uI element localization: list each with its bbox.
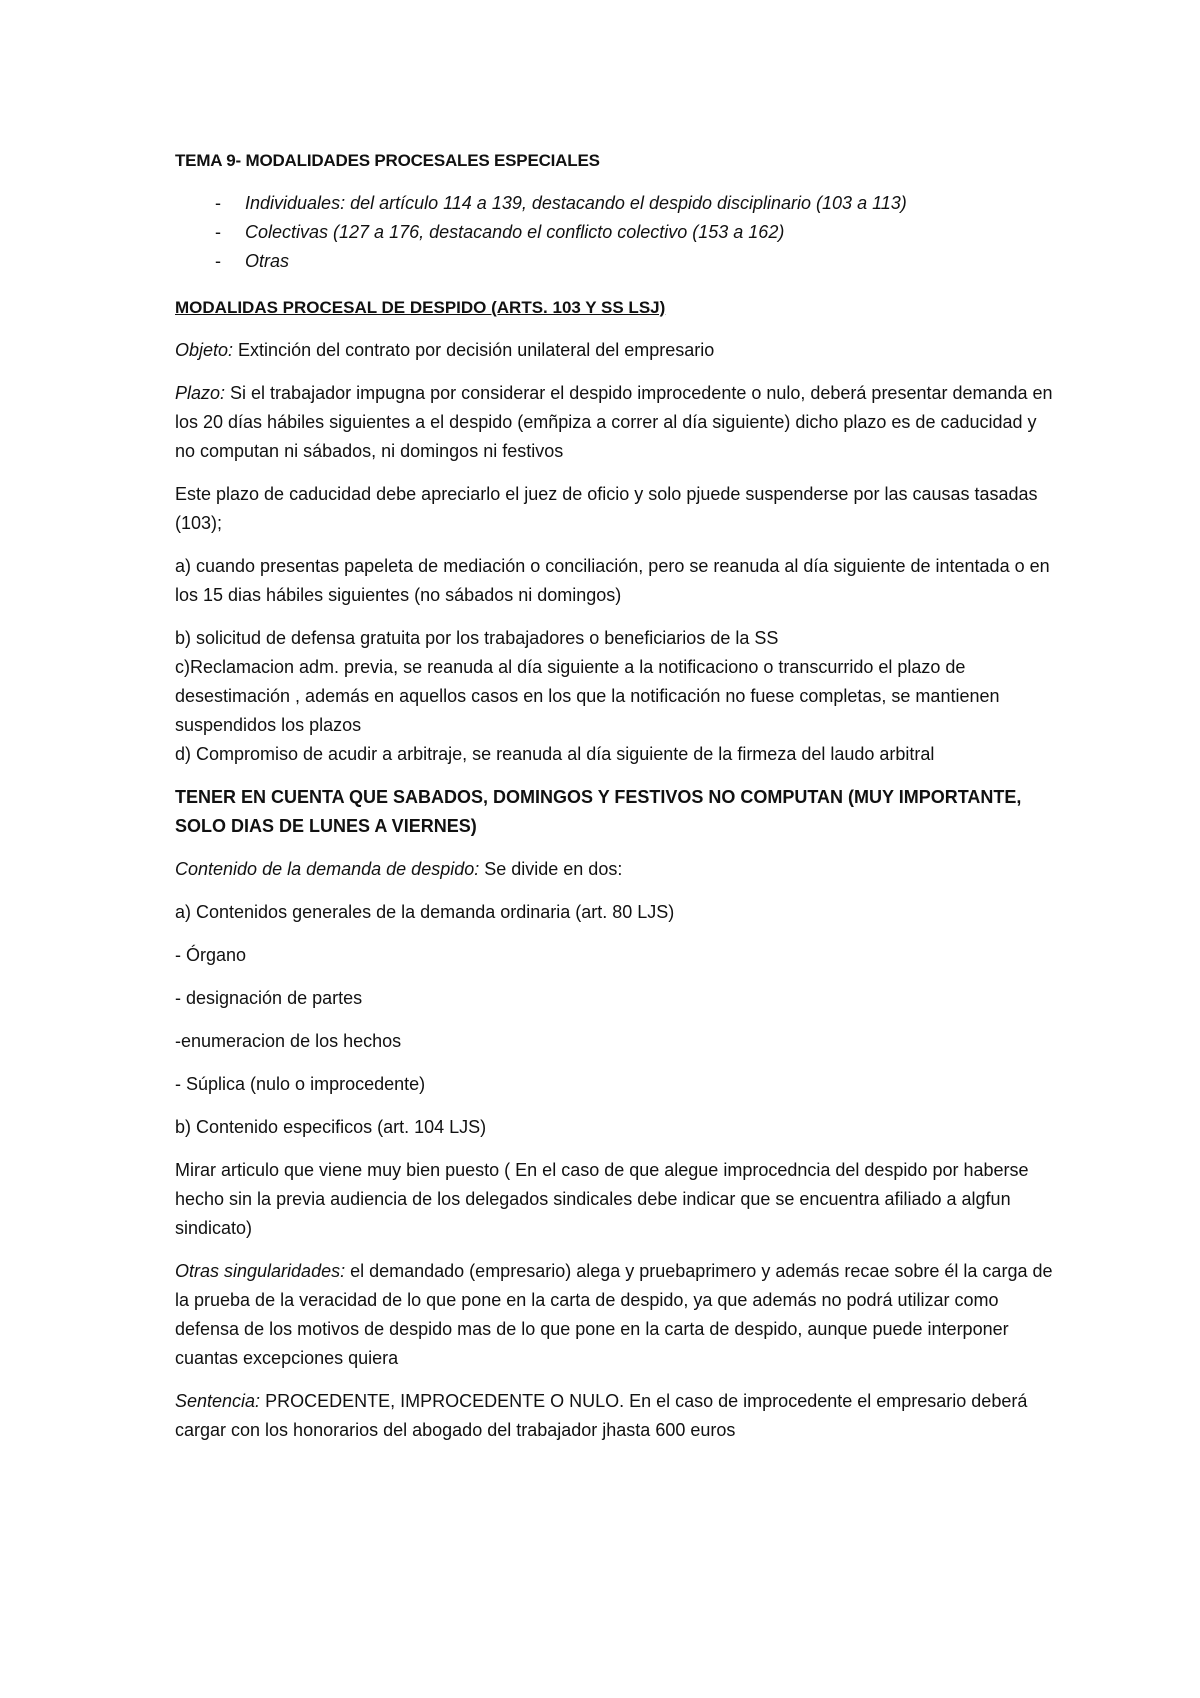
list-item: - designación de partes bbox=[175, 988, 363, 1008]
otras-text: el demandado (empresario) alega y pruebaprimero y además recae sobre él la carga de la prueba de la veracidad de lo que pone en la carta de despido, ya que además no podrá utilizar como defensa de los motivos de despido mas de lo que pone en la carta de despido, aunque puede interponer cuantas excepciones quiera bbox=[175, 1261, 1053, 1368]
list-item-text: Individuales: del artículo 114 a 139, destacando el despido disciplinario (103 a 113) bbox=[245, 193, 907, 213]
sentencia-text: PROCEDENTE, IMPROCEDENTE O NULO. En el caso de improcedente el empresario deberá cargar con los honorarios del abogado del trabajador jhasta 600 euros bbox=[175, 1391, 1028, 1440]
warning-paragraph: TENER EN CUENTA QUE SABADOS, DOMINGOS Y FESTIVOS NO COMPUTAN (MUY IMPORTANTE, SOLO DIAS DE LUNES A VIERNES) bbox=[175, 787, 1022, 836]
otras-label: Otras singularidades: bbox=[175, 1261, 346, 1281]
modalidades-list bbox=[175, 189, 1055, 276]
dash-marker: - bbox=[215, 222, 221, 242]
causa-c-paragraph: c)Reclamacion adm. previa, se reanuda al día siguiente a la notificaciono o transcurrido el plazo de desestimación , además en aquellos casos en los que la notificación no fuese completas, se mantienen suspendidos los plazos bbox=[175, 657, 1000, 735]
plazo-text: Si el trabajador impugna por considerar el despido improcedente o nulo, deberá presentar demanda en los 20 días hábiles siguientes a el despido (emñpiza a correr al día siguiente) dicho plazo es de caducidad y no computan ni sábados, ni domingos ni festivos bbox=[175, 383, 1053, 461]
list-item: - Súplica (nulo o improcedente) bbox=[175, 1074, 426, 1094]
list-item: -enumeracion de los hechos bbox=[175, 1031, 402, 1051]
objeto-label: Objeto: bbox=[175, 340, 234, 360]
objeto-text: Extinción del contrato por decisión unilateral del empresario bbox=[233, 340, 715, 360]
document-title: TEMA 9- MODALIDADES PROCESALES ESPECIALES bbox=[175, 151, 600, 170]
contenido-a-paragraph: a) Contenidos generales de la demanda ordinaria (art. 80 LJS) bbox=[175, 902, 675, 922]
section-heading: MODALIDAS PROCESAL DE DESPIDO (ARTS. 103 Y SS LSJ) bbox=[175, 298, 666, 317]
causa-a-paragraph: a) cuando presentas papeleta de mediación o conciliación, pero se reanuda al día siguiente de intentada o en los 15 dias hábiles siguientes (no sábados ni domingos) bbox=[175, 556, 1050, 605]
dash-marker: - bbox=[215, 251, 221, 271]
otras-paragraph bbox=[175, 1257, 1055, 1373]
list-item bbox=[175, 218, 1055, 247]
sentencia-paragraph bbox=[175, 1387, 1055, 1445]
contenido-text: Se divide en dos: bbox=[479, 859, 623, 879]
document-content bbox=[175, 146, 1055, 1445]
sentencia-label: Sentencia: bbox=[175, 1391, 261, 1411]
plazo-label: Plazo: bbox=[175, 383, 226, 403]
mirar-paragraph: Mirar articulo que viene muy bien puesto ( En el caso de que alegue improcedncia del despido por haberse hecho sin la previa audiencia de los delegados sindicales debe indicar que se encuentra afiliado a algfun sindicato) bbox=[175, 1160, 1029, 1238]
list-item-text: Colectivas (127 a 176, destacando el conflicto colectivo (153 a 162) bbox=[245, 222, 785, 242]
causa-d-paragraph: d) Compromiso de acudir a arbitraje, se reanuda al día siguiente de la firmeza del laudo arbitral bbox=[175, 744, 935, 764]
contenido-paragraph bbox=[175, 855, 1055, 884]
contenido-label: Contenido de la demanda de despido: bbox=[175, 859, 480, 879]
plazo-paragraph bbox=[175, 379, 1055, 466]
contenido-b-paragraph: b) Contenido especificos (art. 104 LJS) bbox=[175, 1117, 487, 1137]
list-item-text: Otras bbox=[245, 251, 290, 271]
list-item bbox=[175, 189, 1055, 218]
caducidad-paragraph: Este plazo de caducidad debe apreciarlo el juez de oficio y solo pjuede suspenderse por las causas tasadas (103); bbox=[175, 484, 1038, 533]
list-item: - Órgano bbox=[175, 945, 247, 965]
causa-b-paragraph: b) solicitud de defensa gratuita por los trabajadores o beneficiarios de la SS bbox=[175, 628, 779, 648]
dash-marker: - bbox=[215, 193, 221, 213]
list-item bbox=[175, 247, 1055, 276]
objeto-paragraph bbox=[175, 336, 1055, 365]
